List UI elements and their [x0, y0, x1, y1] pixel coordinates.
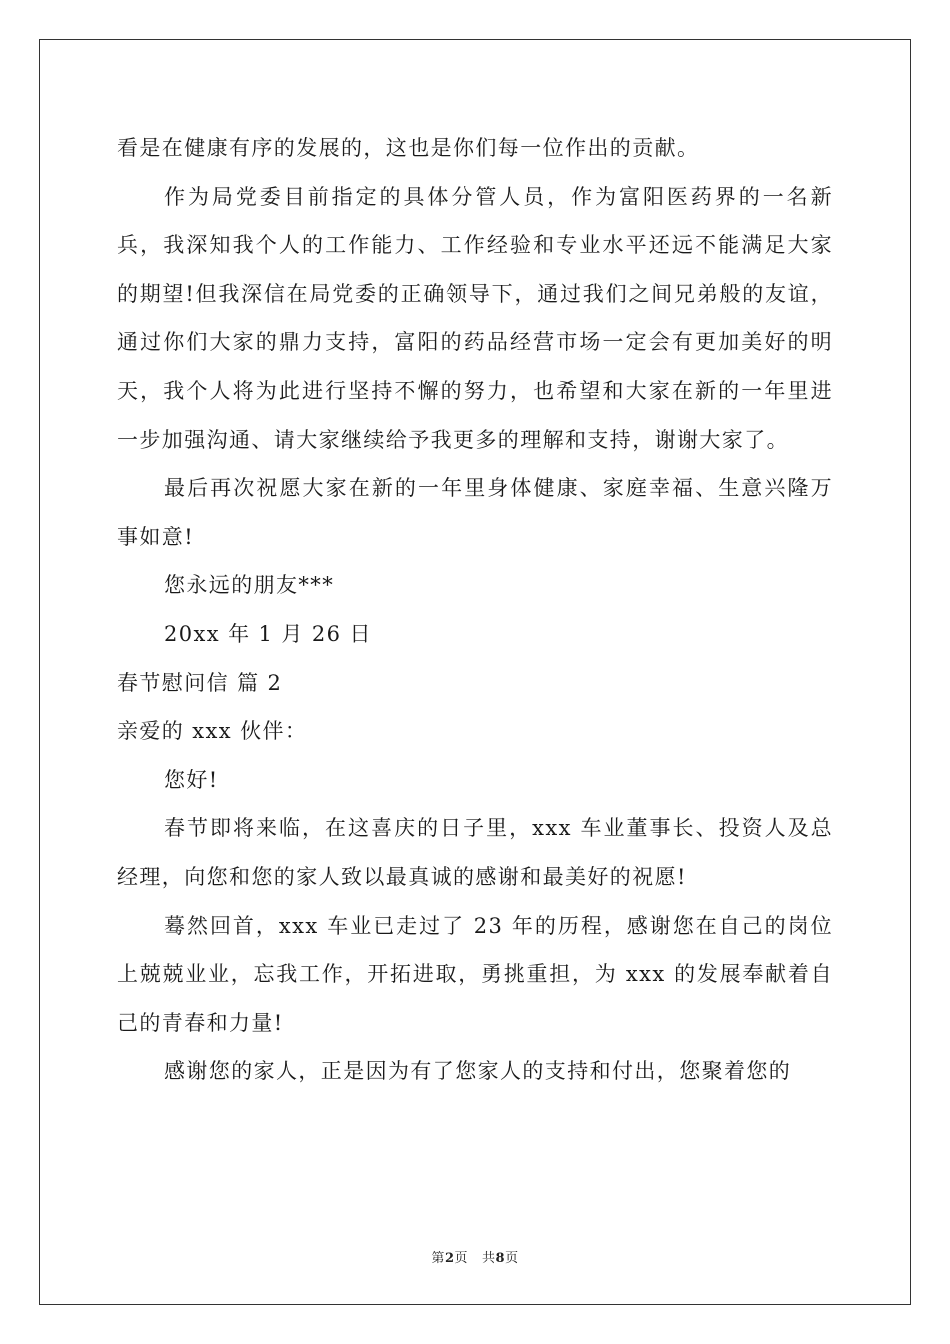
date-line: 20xx 年 1 月 26 日 — [164, 621, 372, 646]
footer-page-number: 2 — [444, 1251, 455, 1266]
footer-total-suffix: 页 — [505, 1251, 519, 1266]
greeting: 您好! — [164, 767, 219, 792]
footer-page-suffix: 页 — [454, 1251, 468, 1266]
footer-total-pages: 8 — [495, 1251, 506, 1266]
signature-line: 您永远的朋友*** — [164, 573, 335, 598]
page-footer — [0, 1247, 950, 1266]
footer-total-prefix: 共 — [482, 1251, 496, 1266]
document-body — [117, 124, 833, 1096]
paragraph-9: 春节即将来临，在这喜庆的日子里，xxx 车业董事长、投资人及总经理，向您和您的家人致以最真诚的感谢和最美好的祝愿! — [117, 816, 833, 889]
paragraph-2: 作为局党委目前指定的具体分管人员，作为富阳医药界的一名新兵，我深知我个人的工作能力、工作经验和专业水平还远不能满足大家的期望!但我深信在局党委的正确领导下，通过我们之间兄弟般的友谊，通过你们大家的鼎力支持，富阳的药品经营市场一定会有更加美好的明天，我个人将为此进行坚持不懈的努力，也希望和大家在新的一年里进一步加强沟通、请大家继续给予我更多的理解和支持，谢谢大家了。 — [117, 184, 833, 452]
paragraph-3: 最后再次祝愿大家在新的一年里身体健康、家庭幸福、生意兴隆万事如意! — [117, 476, 833, 549]
paragraph-10: 蓦然回首，xxx 车业已走过了 23 年的历程，感谢您在自己的岗位上兢兢业业，忘我工作，开拓进取，勇挑重担，为 xxx 的发展奉献着自己的青春和力量! — [117, 913, 833, 1035]
paragraph-1: 看是在健康有序的发展的，这也是你们每一位作出的贡献。 — [117, 136, 700, 160]
salutation: 亲爱的 xxx 伙伴： — [117, 719, 308, 744]
section-heading: 春节慰问信 篇 2 — [117, 670, 283, 695]
paragraph-11: 感谢您的家人，正是因为有了您家人的支持和付出，您聚着您的 — [164, 1059, 792, 1084]
footer-page-prefix: 第 — [431, 1251, 445, 1266]
